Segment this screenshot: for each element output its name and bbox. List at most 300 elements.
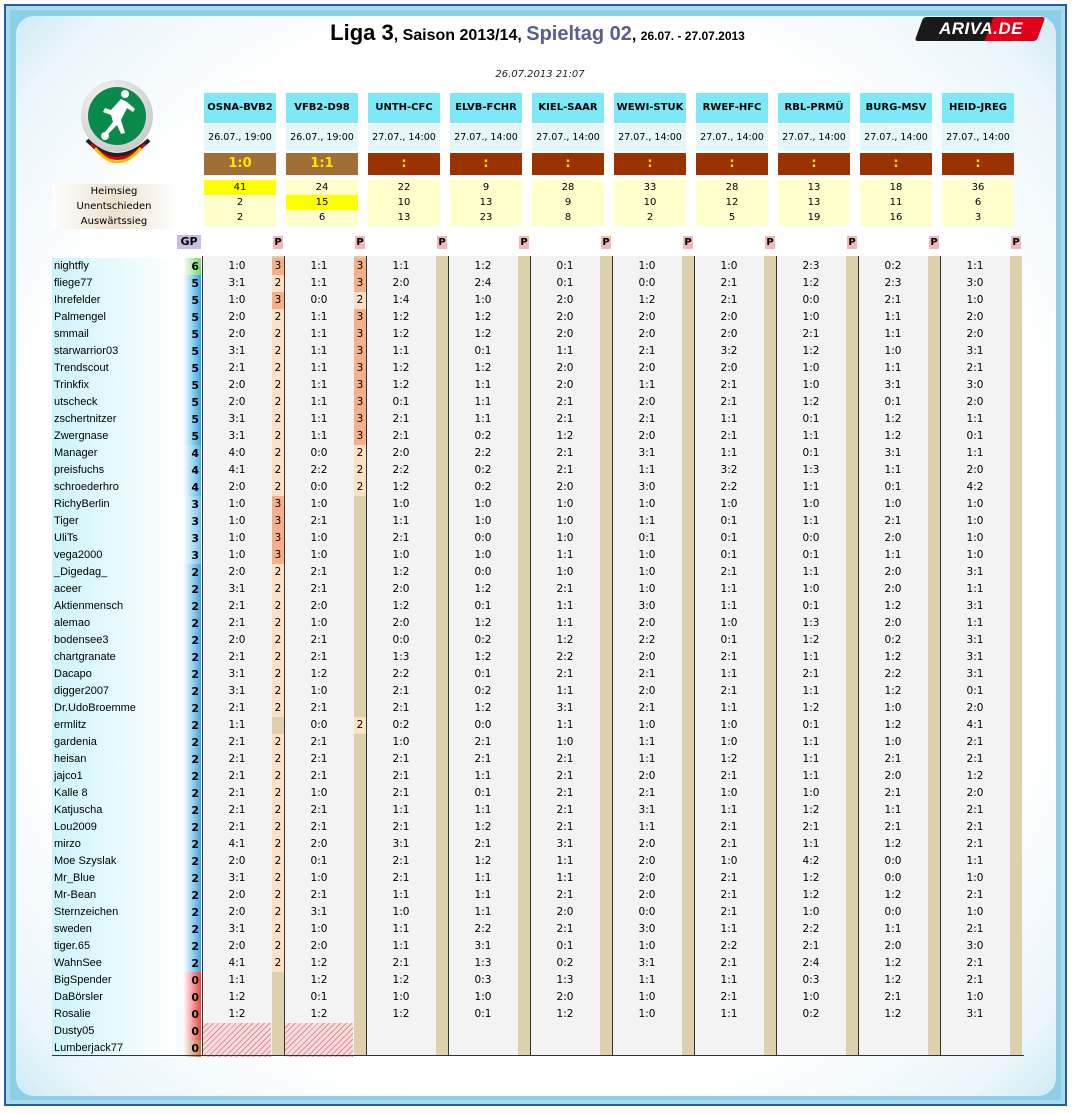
match-points-cell: 2 [272,377,284,394]
points-header[interactable]: P [1012,237,1020,248]
match-date: 26.07., 19:00 [204,125,276,151]
tipp-cell: 2:0 [884,770,902,782]
player-total-points: 5 [183,411,201,428]
tipp-cell: 1:2 [474,821,492,833]
tipp-cell: 0:0 [474,532,492,544]
tipp-cell: 2:1 [556,787,574,799]
tipp-cell: 0:1 [556,260,574,272]
player-name[interactable]: bodensee3 [52,632,176,649]
tipp-cell: 2:1 [638,702,656,714]
match-points-cell: 2 [272,275,284,292]
tipp-cell: 2:0 [638,396,656,408]
tipp-cell: 1:1 [802,838,820,850]
tipp-cell: 1:0 [392,498,410,510]
match-header[interactable]: UNTH-CFC [368,93,440,123]
player-name[interactable]: Aktienmensch [52,598,176,615]
player-name[interactable]: Mr_Blue [52,870,176,887]
tipp-cell: 0:1 [474,600,492,612]
tipp-cell: 4:1 [228,838,246,850]
tipp-cell: 3:1 [228,413,246,425]
tipp-cell: 1:2 [720,753,738,765]
tipp-cell: 1:0 [720,260,738,272]
points-column [600,256,612,1056]
tipp-cell: 2:1 [966,838,984,850]
player-name[interactable]: Dusty05 [52,1023,176,1040]
tipp-cell: 0:1 [802,549,820,561]
tipp-cell: 1:0 [392,906,410,918]
away-win-count: 2 [236,212,244,223]
tipp-cell: 1:1 [310,362,328,374]
tipp-cell: 2:2 [802,923,820,935]
tipp-cell: 1:2 [392,974,410,986]
player-name[interactable]: Lou2009 [52,819,176,836]
tipp-cell: 2:0 [720,362,738,374]
player-name[interactable]: aceer [52,581,176,598]
tipp-cell: 1:3 [802,617,820,629]
page-title [0,20,1075,46]
tipp-cell: 1:1 [474,770,492,782]
league-title: Liga 3 [330,20,394,45]
tipp-cell: 2:1 [966,889,984,901]
player-total-points: 3 [183,547,201,564]
player-total-points: 5 [183,309,201,326]
player-name[interactable]: Kalle 8 [52,785,176,802]
tipp-cell: 2:1 [228,821,246,833]
match-points-cell: 3 [272,258,284,275]
ariva-logo[interactable] [917,17,1046,41]
player-total-points: 2 [183,819,201,836]
tipp-cell: 3:1 [638,957,656,969]
points-header[interactable]: P [684,237,692,248]
away-win-count: 16 [889,212,903,223]
tipp-cell: 1:0 [228,515,246,527]
home-win-count: 33 [643,182,657,193]
player-name[interactable]: Lumberjack77 [52,1040,176,1057]
player-name[interactable]: utscheck [52,394,176,411]
tipp-cell: 1:0 [638,583,656,595]
tipp-cell: 1:2 [884,1008,902,1020]
match-header[interactable]: KIEL-SAAR [532,93,604,123]
player-total-points: 2 [183,717,201,734]
tipp-cell: 0:1 [802,719,820,731]
tipp-cell: 1:2 [884,430,902,442]
tipp-cell: 2:1 [556,753,574,765]
tipp-cell: 1:0 [638,940,656,952]
tipp-cell: 1:1 [228,719,246,731]
match-points-cell: 2 [272,598,284,615]
match-result: : [450,153,522,175]
away-win-count: 6 [318,212,326,223]
player-total-points: 3 [183,530,201,547]
match-header[interactable]: OSNA-BVB2 [204,93,276,123]
tipp-cell: 1:0 [638,1008,656,1020]
player-total-points: 2 [183,785,201,802]
draw-count: 12 [725,197,739,208]
tipp-cell: 1:1 [638,379,656,391]
tipp-cell: 1:1 [720,583,738,595]
tipp-distribution [450,180,522,226]
tipp-cell: 0:0 [638,906,656,918]
player-name[interactable]: Tiger [52,513,176,530]
tipp-cell: 2:1 [228,702,246,714]
match-points-cell: 2 [272,649,284,666]
tipp-cell: 0:1 [802,600,820,612]
player-name[interactable]: schroederhro [52,479,176,496]
player-name[interactable]: RichyBerlin [52,496,176,513]
tipp-cell: 1:1 [884,923,902,935]
tipp-cell: 3:1 [638,447,656,459]
player-name[interactable]: Zwergnase [52,428,176,445]
match-header[interactable]: HEID-JREG [942,93,1014,123]
match-date: 27.07., 14:00 [860,125,932,151]
player-name[interactable]: Palmengel [52,309,176,326]
date-range: 26.07. - 27.07.2013 [640,29,745,43]
tipp-cell: 1:2 [474,260,492,272]
stat-label-draw: Unentschieden [52,199,176,214]
player-name[interactable]: Dr.UdoBroemme [52,700,176,717]
tipp-cell: 1:1 [802,685,820,697]
tipp-cell: 1:1 [392,940,410,952]
points-column [846,256,858,1056]
player-name[interactable]: WahnSee [52,955,176,972]
tipp-cell: 1:1 [310,260,328,272]
tipp-cell: 3:1 [556,702,574,714]
tipp-cell: 1:0 [228,498,246,510]
player-name[interactable]: alemao [52,615,176,632]
tipp-cell: 2:1 [802,328,820,340]
player-name[interactable]: heisan [52,751,176,768]
player-name[interactable]: DaBörsler [52,989,176,1006]
player-name[interactable]: Sternzeichen [52,904,176,921]
tipp-cell: 1:2 [392,566,410,578]
tipp-cell: 2:1 [966,736,984,748]
tipp-cell: 2:0 [720,328,738,340]
tipp-cell: 1:0 [638,549,656,561]
player-name[interactable]: ermlitz [52,717,176,734]
player-total-points: 2 [183,598,201,615]
tipp-cell: 1:1 [310,413,328,425]
player-name[interactable]: jajco1 [52,768,176,785]
away-win-count: 8 [564,212,572,223]
tipp-cell: 1:0 [474,498,492,510]
tipp-cell: 0:1 [474,1008,492,1020]
tipp-cell: 1:0 [556,532,574,544]
tipp-cell [694,1023,764,1040]
tipp-cell: 1:0 [310,617,328,629]
player-total-points: 2 [183,734,201,751]
tipp-cell: 1:1 [556,719,574,731]
tipp-cell: 2:0 [638,855,656,867]
tipp-cell: 4:0 [228,447,246,459]
match-header[interactable]: ELVB-FCHR [450,93,522,123]
match-result: 1:0 [204,153,276,175]
tipp-cell: 1:2 [884,651,902,663]
draw-count: 13 [807,197,821,208]
tipp-cell: 3:2 [720,345,738,357]
player-total-points: 2 [183,632,201,649]
match-points-cell: 2 [272,700,284,717]
player-name[interactable]: zschertnitzer [52,411,176,428]
tipp-cell: 2:0 [720,311,738,323]
player-name[interactable]: Ihrefelder [52,292,176,309]
tipp-cell: 2:1 [720,566,738,578]
tipp-cell: 3:1 [966,634,984,646]
tipp-cell: 0:2 [474,464,492,476]
points-header[interactable]: P [848,237,856,248]
tipp-cell: 2:1 [228,770,246,782]
tipp-cell: 1:1 [802,430,820,442]
points-header[interactable]: P [930,237,938,248]
tipp-cell: 1:2 [474,328,492,340]
tipp-cell: 1:0 [966,515,984,527]
tipp-cell: 2:1 [556,770,574,782]
tipp-cell: 2:1 [556,396,574,408]
match-header[interactable]: WEWI-STUK [614,93,686,123]
tipp-cell: 2:1 [392,430,410,442]
tipp-cell: 2:0 [228,481,246,493]
match-points-cell: 2 [272,853,284,870]
tipp-cell: 1:0 [802,991,820,1003]
player-name[interactable]: starwarrior03 [52,343,176,360]
tipp-cell: 1:2 [802,702,820,714]
tipp-cell: 2:0 [228,906,246,918]
tipp-cell: 1:0 [474,294,492,306]
tipp-cell: 0:0 [310,294,328,306]
tipp-cell: 2:1 [638,787,656,799]
tipp-cell: 0:0 [884,855,902,867]
home-win-count: 24 [315,182,329,193]
tipp-cell: 1:1 [556,617,574,629]
match-points-cell: 3 [272,292,284,309]
tipp-cell: 2:1 [310,702,328,714]
points-header[interactable]: P [520,237,528,248]
match-header[interactable]: RBL-PRMÜ [778,93,850,123]
tipp-cell: 1:2 [802,804,820,816]
tipp-cell: 1:2 [884,413,902,425]
tipp-cell: 2:1 [310,583,328,595]
points-header[interactable]: P [356,237,364,248]
tipp-cell: 1:0 [802,379,820,391]
points-header[interactable]: P [274,237,282,248]
match-date: 27.07., 14:00 [450,125,522,151]
tipp-cell: 2:1 [802,668,820,680]
tipp-cell: 2:1 [228,753,246,765]
tipp-cell: 0:0 [884,872,902,884]
points-header[interactable]: P [438,237,446,248]
match-points-cell: 2 [272,462,284,479]
tipp-cell: 1:1 [802,736,820,748]
match-points-cell: 2 [354,717,366,734]
match-header[interactable]: VFB2-D98 [286,93,358,123]
tipp-cell: 0:1 [802,447,820,459]
tipp-cell: 2:0 [228,396,246,408]
player-total-points: 2 [183,887,201,904]
tipp-cell: 0:2 [474,481,492,493]
points-header[interactable]: P [602,237,610,248]
tipp-cell: 2:1 [966,804,984,816]
tipp-cell: 0:1 [966,685,984,697]
player-name[interactable]: mirzo [52,836,176,853]
player-name[interactable]: preisfuchs [52,462,176,479]
tipp-cell: 1:0 [966,549,984,561]
player-total-points: 2 [183,751,201,768]
tipp-cell [530,1023,600,1040]
player-name[interactable]: chartgranate [52,649,176,666]
tipp-cell: 1:1 [720,600,738,612]
tipp-cell: 2:0 [638,617,656,629]
tipp-cell: 1:0 [802,311,820,323]
match-result: : [696,153,768,175]
tipp-cell: 2:0 [310,940,328,952]
tipp-cell: 2:1 [392,770,410,782]
player-name[interactable]: Katjuscha [52,802,176,819]
tipp-cell: 1:1 [474,804,492,816]
tipp-cell: 1:0 [720,736,738,748]
player-name[interactable]: Rosalie [52,1006,176,1023]
tipp-cell: 1:2 [802,345,820,357]
tipp-cell: 1:0 [638,566,656,578]
player-total-points: 0 [183,972,201,989]
tipp-cell: 1:2 [392,379,410,391]
tipp-cell: 2:1 [474,736,492,748]
home-win-count: 18 [889,182,903,193]
tipp-cell: 0:1 [720,532,738,544]
player-name[interactable]: Manager [52,445,176,462]
tipp-cell: 1:1 [474,413,492,425]
tipp-cell: 1:0 [310,923,328,935]
tipp-cell: 2:0 [884,940,902,952]
tipp-cell: 2:1 [638,345,656,357]
player-name[interactable]: digger2007 [52,683,176,700]
tipp-cell: 2:1 [228,362,246,374]
tipp-cell: 2:1 [392,685,410,697]
tipp-cell: 2:2 [310,464,328,476]
points-header[interactable]: P [766,237,774,248]
tipp-cell: 2:0 [310,838,328,850]
tipp-cell: 1:1 [720,923,738,935]
tipp-cell: 1:0 [638,991,656,1003]
player-name[interactable]: sweden [52,921,176,938]
player-total-points: 5 [183,394,201,411]
player-total-points: 5 [183,326,201,343]
tipp-cell [776,1023,846,1040]
tipp-cell: 2:0 [228,889,246,901]
match-header[interactable]: RWEF-HFC [696,93,768,123]
player-name[interactable]: _Digedag_ [52,564,176,581]
tipp-cell: 1:0 [802,906,820,918]
tipp-cell: 2:1 [392,532,410,544]
tipp-distribution [204,180,276,226]
match-date: 26.07., 19:00 [286,125,358,151]
tipp-cell: 1:1 [310,277,328,289]
tipp-cell: 2:3 [802,260,820,272]
player-name[interactable]: gardenia [52,734,176,751]
tipp-cell: 1:1 [720,974,738,986]
match-points-cell: 2 [354,292,366,309]
tipp-cell: 2:1 [310,804,328,816]
player-name[interactable]: Moe Szyslak [52,853,176,870]
table-bottom-border [52,1055,1024,1056]
player-name[interactable]: nightfly [52,258,176,275]
player-name[interactable]: BigSpender [52,972,176,989]
match-points-cell: 2 [272,479,284,496]
tipp-cell: 2:2 [638,634,656,646]
tipp-cell: 1:2 [884,889,902,901]
player-total-points: 5 [183,360,201,377]
tipp-cell: 1:1 [392,260,410,272]
tipp-cell: 1:1 [474,906,492,918]
tipp-cell: 2:1 [638,413,656,425]
player-name[interactable]: Dacapo [52,666,176,683]
match-points-cell: 3 [272,513,284,530]
tipp-cell: 1:1 [966,855,984,867]
player-name[interactable]: fliege77 [52,275,176,292]
match-result: : [942,153,1014,175]
tipp-cell: 1:0 [228,549,246,561]
player-total-points: 4 [183,445,201,462]
tipp-cell: 2:0 [228,328,246,340]
tipp-cell: 1:2 [310,974,328,986]
tipp-cell: 1:0 [556,566,574,578]
gp-header[interactable]: GP [177,235,201,249]
tipp-cell: 3:0 [638,923,656,935]
tipp-cell: 0:1 [720,549,738,561]
player-name[interactable]: smmail [52,326,176,343]
tipp-cell: 1:2 [392,481,410,493]
player-name[interactable]: UliTs [52,530,176,547]
tipp-cell: 1:2 [802,396,820,408]
player-name[interactable]: vega2000 [52,547,176,564]
tipp-cell: 0:0 [802,532,820,544]
tipp-cell: 0:0 [474,566,492,578]
tipp-cell: 1:1 [638,974,656,986]
tipp-cell: 1:0 [884,702,902,714]
tipp-cell: 2:0 [392,277,410,289]
tipp-cell: 1:0 [310,549,328,561]
points-column [928,256,940,1056]
tipp-cell: 3:1 [638,804,656,816]
tipp-cell: 1:2 [966,770,984,782]
away-win-count: 2 [646,212,654,223]
tipp-cell: 1:0 [884,345,902,357]
tipp-cell: 1:1 [720,668,738,680]
stat-label-home: Heimsieg [52,184,176,199]
match-points-cell: 2 [272,666,284,683]
player-name[interactable]: Trinkfix [52,377,176,394]
tipp-cell: 4:1 [228,464,246,476]
player-name[interactable]: Trendscout [52,360,176,377]
tipp-cell: 2:1 [638,668,656,680]
player-name[interactable]: Mr-Bean [52,887,176,904]
tipp-cell: 3:1 [228,345,246,357]
match-points-cell: 3 [272,496,284,513]
tipp-distribution [532,180,604,226]
player-name[interactable]: tiger.65 [52,938,176,955]
tipp-cell: 2:1 [310,634,328,646]
tipp-cell [940,1023,1010,1040]
tipp-cell: 2:1 [802,821,820,833]
match-points-cell: 2 [272,581,284,598]
player-total-points: 2 [183,581,201,598]
points-column [764,256,776,1056]
tipp-cell: 2:0 [228,940,246,952]
match-header[interactable]: BURG-MSV [860,93,932,123]
tipp-cell: 2:0 [392,447,410,459]
tipp-cell: 1:2 [638,294,656,306]
tipp-cell: 2:1 [720,396,738,408]
tipp-cell: 2:0 [310,600,328,612]
tipp-cell: 1:2 [802,277,820,289]
